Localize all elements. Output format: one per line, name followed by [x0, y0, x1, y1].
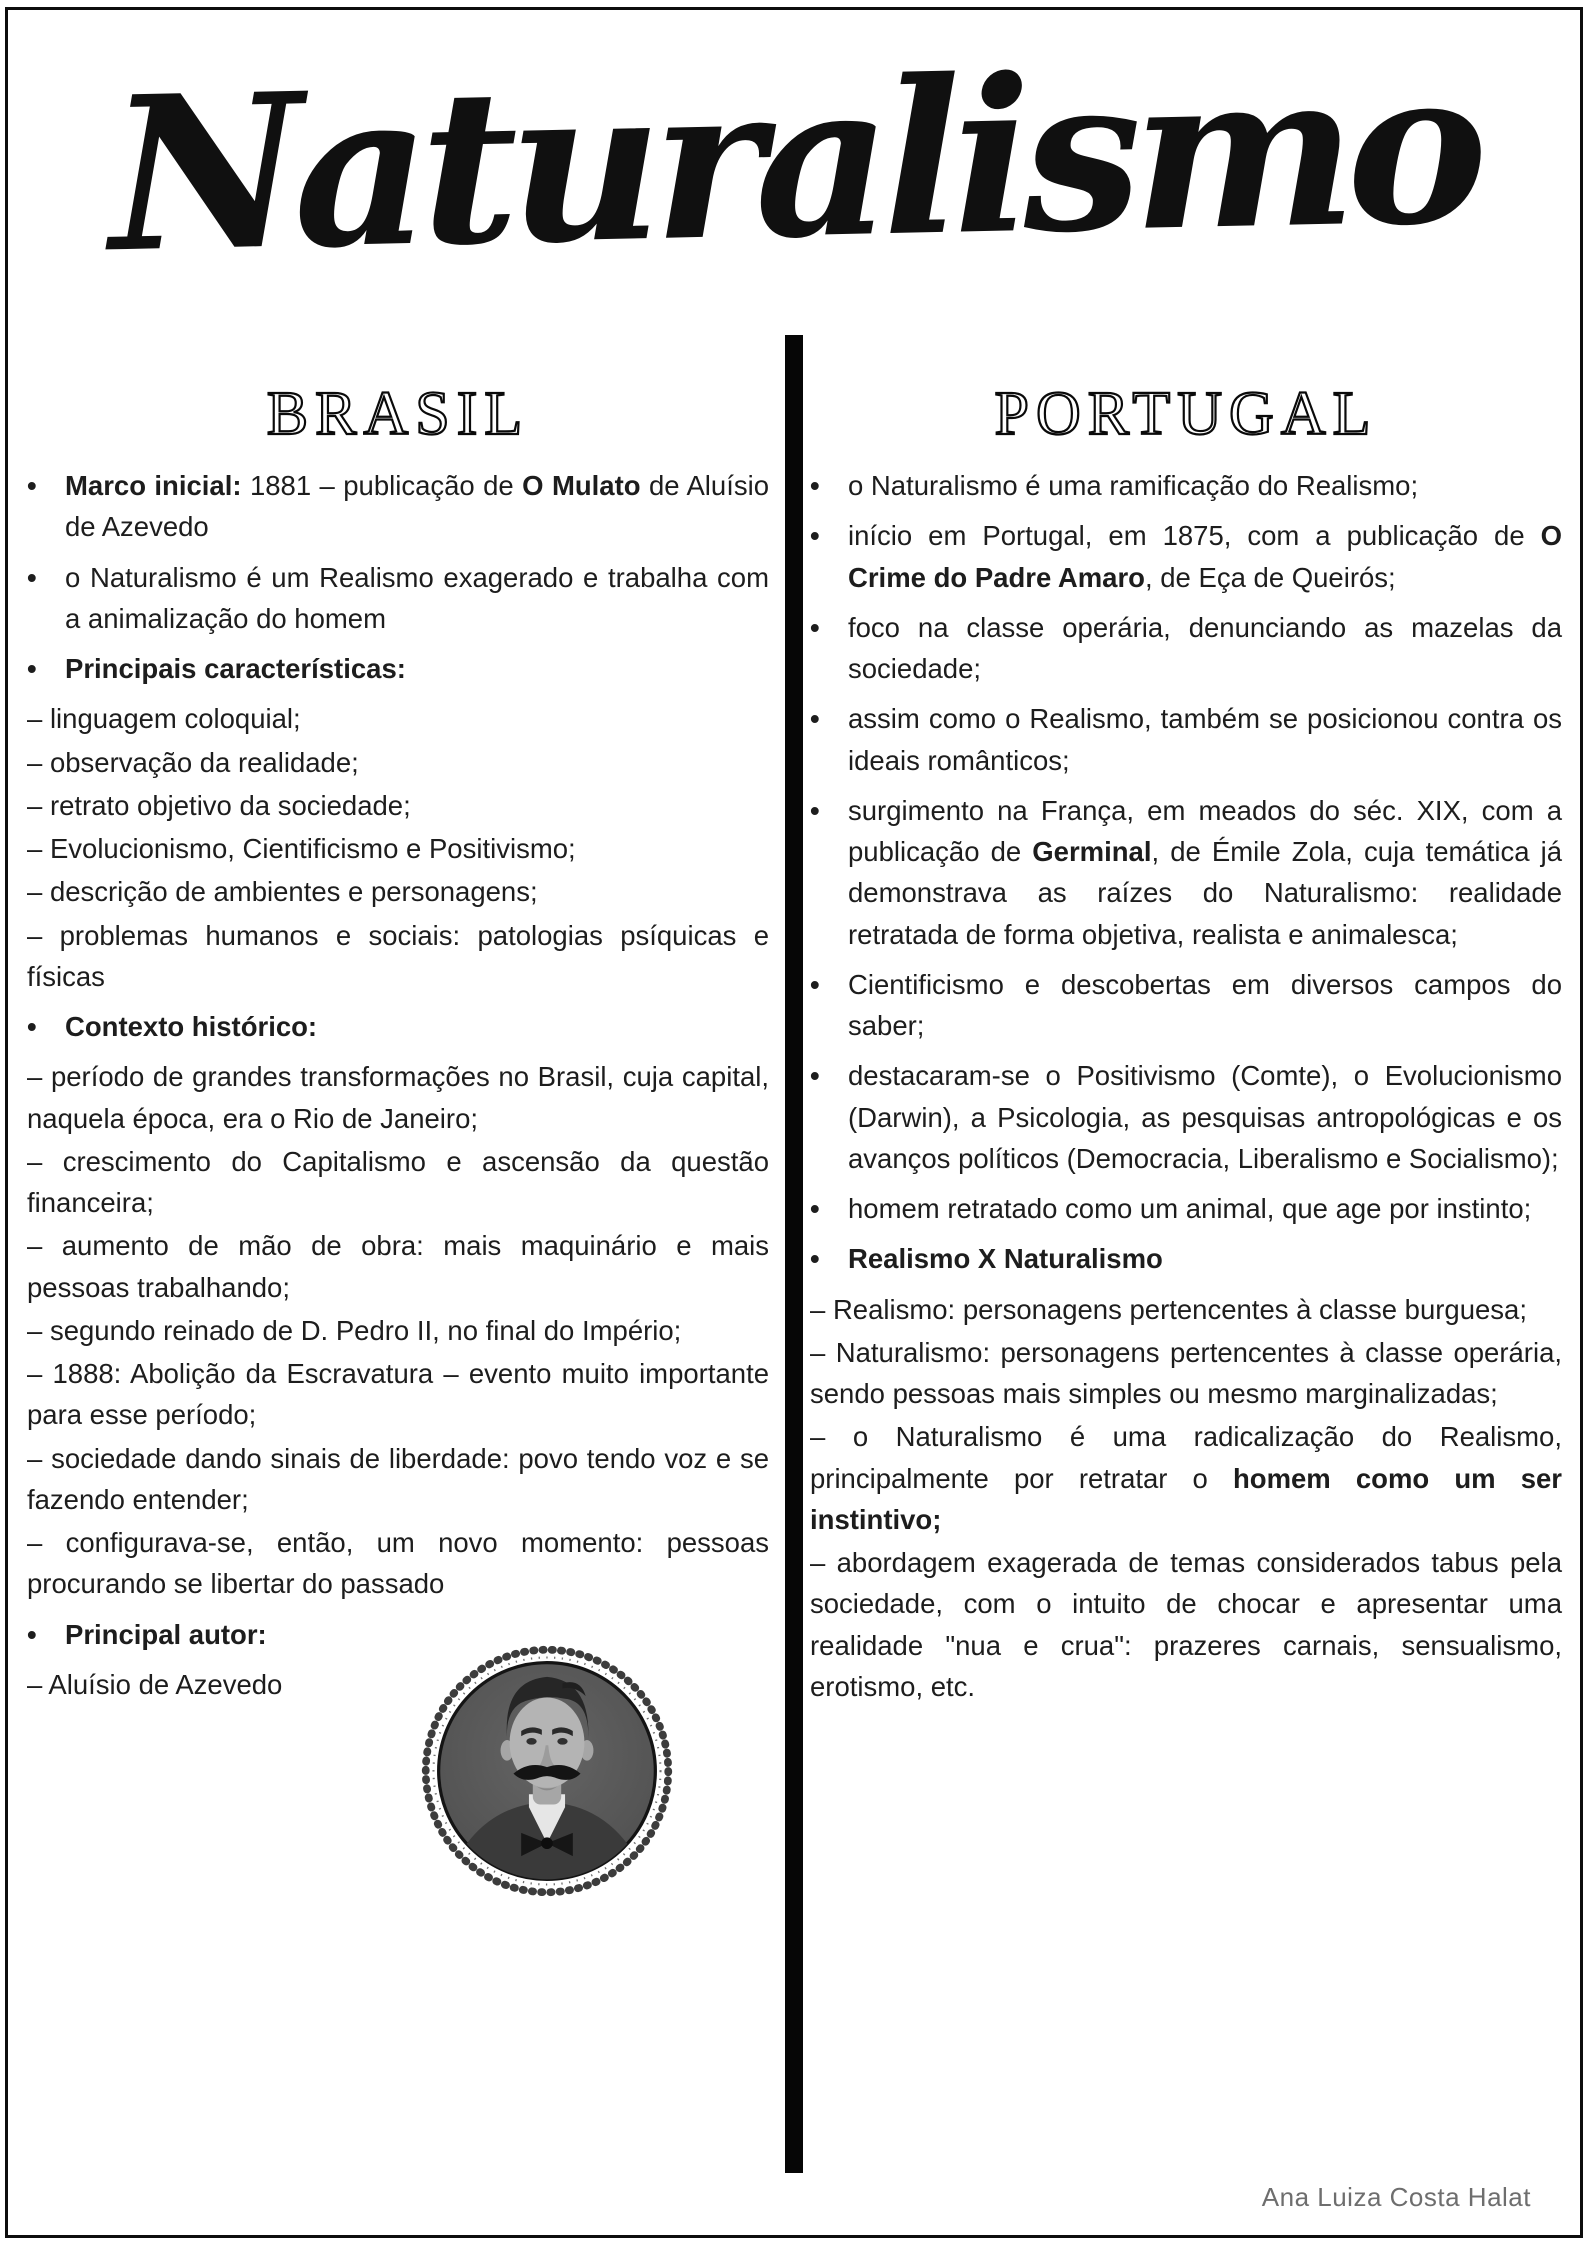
- list-item-bullet: [810, 790, 1562, 955]
- list-item-dash: [27, 1141, 769, 1224]
- column-portugal: [810, 380, 1563, 1709]
- dash-marker: –: [27, 703, 50, 735]
- bullet-marker: •: [27, 470, 37, 501]
- text-segment: de Aluísio de Azevedo: [65, 470, 769, 543]
- dash-marker: –: [27, 1061, 51, 1093]
- list-item-bullet: [27, 1006, 769, 1047]
- text-segment: problemas humanos e sociais: patologias psíquicas e físicas: [27, 919, 769, 992]
- list-item-dash: [810, 1416, 1562, 1540]
- text-segment: 1888: Abolição da Escravatura – evento muito importante para esse período;: [27, 1358, 770, 1431]
- text-segment: segundo reinado de D. Pedro II, no final do Império;: [49, 1314, 682, 1346]
- text-segment: crescimento do Capitalismo e ascensão da questão financeira;: [27, 1145, 769, 1218]
- author-portrait-image: [418, 1642, 676, 1900]
- text-segment: homem como um ser instintivo;: [810, 1462, 1562, 1535]
- list-item-dash: [810, 1542, 1562, 1707]
- dash-marker: –: [27, 1668, 49, 1700]
- text-segment: , de Eça de Queirós;: [1144, 561, 1396, 593]
- text-segment: linguagem coloquial;: [49, 703, 301, 735]
- dash-marker: –: [27, 1358, 53, 1389]
- dash-marker: –: [27, 789, 50, 821]
- list-item-dash: [27, 915, 769, 998]
- brasil-item-list: [27, 465, 769, 1705]
- text-segment: abordagem exagerada de temas considerados tabus pela sociedade, com o intuito de chocar e apresentar uma realidade "nua e crua": prazeres carnais, sensualismo, erotismo, etc.: [810, 1547, 1562, 1702]
- list-item-dash: [27, 1353, 769, 1436]
- list-item-bullet: [27, 465, 769, 548]
- bullet-marker: •: [27, 1011, 37, 1042]
- list-item-bullet: [810, 1238, 1562, 1279]
- text-segment: retrato objetivo da sociedade;: [49, 789, 411, 821]
- author-portrait: [418, 1642, 676, 1900]
- list-item-bullet: [810, 515, 1562, 598]
- dash-marker: –: [27, 1527, 66, 1558]
- text-segment: Principal autor:: [65, 1618, 267, 1650]
- list-item-dash: [27, 1522, 769, 1605]
- text-segment: assim como o Realismo, também se posicionou contra os ideais românticos;: [848, 703, 1562, 776]
- list-item-bullet: [810, 607, 1562, 690]
- list-item-dash: [27, 1438, 769, 1521]
- dash-marker: –: [27, 1442, 52, 1474]
- dash-marker: –: [27, 1230, 62, 1262]
- column-heading-portugal: PORTUGAL: [994, 380, 1378, 448]
- text-segment: foco na classe operária, denunciando as mazelas da sociedade;: [848, 611, 1562, 684]
- bullet-marker: •: [810, 1193, 820, 1224]
- dash-marker: –: [27, 876, 50, 908]
- text-segment: observação da realidade;: [49, 746, 359, 778]
- text-segment: surgimento na França, em meados do séc. XIX, com a publicação de: [848, 794, 1562, 867]
- bullet-marker: •: [810, 1060, 820, 1092]
- text-segment: início em Portugal, em 1875, com a publicação de: [848, 520, 1541, 552]
- list-item-dash: [27, 698, 769, 739]
- text-segment: configurava-se, então, um novo momento: pessoas procurando se libertar do passado: [27, 1527, 769, 1600]
- text-segment: O Mulato: [522, 470, 641, 501]
- list-item-dash: [27, 785, 769, 826]
- text-segment: sociedade dando sinais de liberdade: povo tendo voz e se fazendo entender;: [27, 1442, 770, 1515]
- list-item-bullet: [27, 557, 769, 640]
- text-segment: Realismo: personagens pertencentes à classe burguesa;: [832, 1293, 1527, 1325]
- page-title: Naturalismo: [106, 21, 1481, 300]
- dash-marker: –: [27, 746, 50, 778]
- dash-marker: –: [27, 1145, 63, 1177]
- text-segment: Naturalismo: personagens pertencentes à classe operária, sendo pessoas mais simples ou mesmo marginalizadas;: [810, 1336, 1563, 1409]
- list-item-dash: [27, 871, 769, 912]
- bullet-marker: •: [27, 1618, 37, 1650]
- list-item-bullet: [27, 648, 769, 689]
- dash-marker: –: [27, 919, 60, 951]
- list-item-bullet: [810, 1055, 1562, 1179]
- text-segment: Realismo X Naturalismo: [848, 1243, 1163, 1275]
- list-item-bullet: [810, 698, 1562, 781]
- bullet-marker: •: [27, 653, 37, 684]
- bullet-marker: •: [810, 794, 820, 826]
- text-segment: Marco inicial:: [65, 470, 250, 501]
- text-segment: aumento de mão de obra: mais maquinário e mais pessoas trabalhando;: [27, 1230, 770, 1303]
- bullet-marker: •: [810, 1243, 820, 1275]
- text-segment: o Naturalismo é uma ramificação do Realismo;: [848, 470, 1419, 501]
- text-segment: destacaram-se o Positivismo (Comte), o Evolucionismo (Darwin), a Psicologia, as pesquisas antropológicas e os avanços políticos (Democracia, Liberalismo e Socialismo);: [848, 1060, 1562, 1174]
- text-segment: o Naturalismo é uma radicalização do Realismo, principalmente por retratar o: [810, 1421, 1562, 1494]
- text-segment: Contexto histórico:: [65, 1011, 318, 1042]
- column-heading-brasil: BRASIL: [266, 380, 530, 448]
- portugal-item-list: [810, 465, 1562, 1707]
- list-item-dash: [810, 1332, 1562, 1415]
- list-item-bullet: [810, 1188, 1562, 1229]
- list-item-dash: [27, 828, 769, 869]
- list-item-dash: [27, 742, 769, 783]
- dash-marker: –: [27, 833, 50, 864]
- bullet-marker: •: [810, 968, 820, 1000]
- text-segment: 1881 – publicação de: [249, 470, 523, 501]
- text-segment: descrição de ambientes e personagens;: [49, 876, 538, 908]
- text-segment: período de grandes transformações no Brasil, cuja capital, naquela época, era o Rio de Janeiro;: [27, 1061, 769, 1134]
- column-divider: [785, 335, 803, 2173]
- list-item-dash: [27, 1310, 769, 1351]
- credit-text: Ana Luiza Costa Halat: [1261, 2182, 1531, 2212]
- dash-marker: –: [810, 1336, 836, 1368]
- text-segment: o Naturalismo é um Realismo exagerado e trabalha com a animalização do homem: [65, 561, 769, 634]
- dash-marker: –: [27, 1314, 50, 1346]
- text-segment: Aluísio de Azevedo: [48, 1668, 283, 1700]
- list-item-bullet: [810, 964, 1562, 1047]
- dash-marker: –: [810, 1421, 853, 1453]
- list-item-dash: [27, 1056, 769, 1139]
- list-item-bullet: [810, 465, 1562, 506]
- bullet-marker: •: [810, 611, 820, 643]
- text-segment: Cientificismo e descobertas em diversos campos do saber;: [848, 968, 1562, 1041]
- bullet-marker: •: [810, 520, 820, 552]
- text-segment: O Crime do Padre Amaro: [848, 520, 1562, 593]
- text-segment: Germinal: [1032, 836, 1152, 867]
- list-item-dash: [27, 1225, 769, 1308]
- text-segment: homem retratado como um animal, que age por instinto;: [848, 1193, 1532, 1224]
- text-segment: , de Émile Zola, cuja temática já demonstrava as raízes do Naturalismo: realidade retratada de forma objetiva, realista e animalesca;: [848, 836, 1562, 950]
- bullet-marker: •: [810, 470, 820, 501]
- bullet-marker: •: [810, 703, 820, 735]
- dash-marker: –: [810, 1547, 837, 1578]
- dash-marker: –: [810, 1293, 833, 1325]
- text-segment: Principais características:: [65, 653, 406, 684]
- column-brasil: [27, 380, 770, 1707]
- bullet-marker: •: [27, 561, 37, 593]
- list-item-dash: [810, 1289, 1562, 1330]
- text-segment: Evolucionismo, Cientificismo e Positivismo;: [49, 833, 576, 864]
